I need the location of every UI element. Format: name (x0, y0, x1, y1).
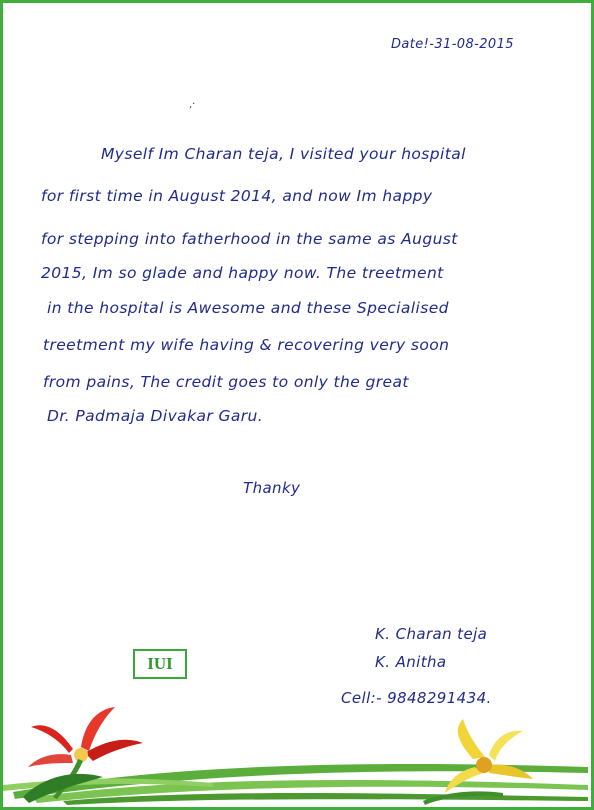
body-line-5: in the hospital is Awesome and these Specialised (47, 299, 449, 317)
body-line-8: Dr. Padmaja Divakar Garu. (47, 407, 264, 425)
ink-speck: ,· (189, 99, 196, 110)
body-line-2: for first time in August 2014, and now Im happy (41, 187, 433, 205)
yellow-flower-icon (445, 719, 533, 793)
iui-badge (133, 649, 187, 679)
signature-wife: K. Anitha (375, 653, 447, 671)
body-line-7: from pains, The credit goes to only the great (43, 373, 409, 391)
letter-date: Date!-31-08-2015 (391, 37, 514, 52)
cell-number: Cell:- 9848291434. (341, 689, 492, 707)
body-line-1: Myself Im Charan teja, I visited your hospital (101, 145, 466, 163)
iui-badge-label: IUI (147, 654, 173, 673)
body-line-3: for stepping into fatherhood in the same as August (41, 230, 458, 248)
signature-husband: K. Charan teja (375, 625, 488, 643)
body-line-6: treetment my wife having & recovering very soon (43, 336, 450, 354)
body-line-4: 2015, Im so glade and happy now. The treetment (41, 264, 444, 282)
flower-border-decoration (3, 697, 591, 807)
closing-text: Thanky (243, 479, 301, 497)
